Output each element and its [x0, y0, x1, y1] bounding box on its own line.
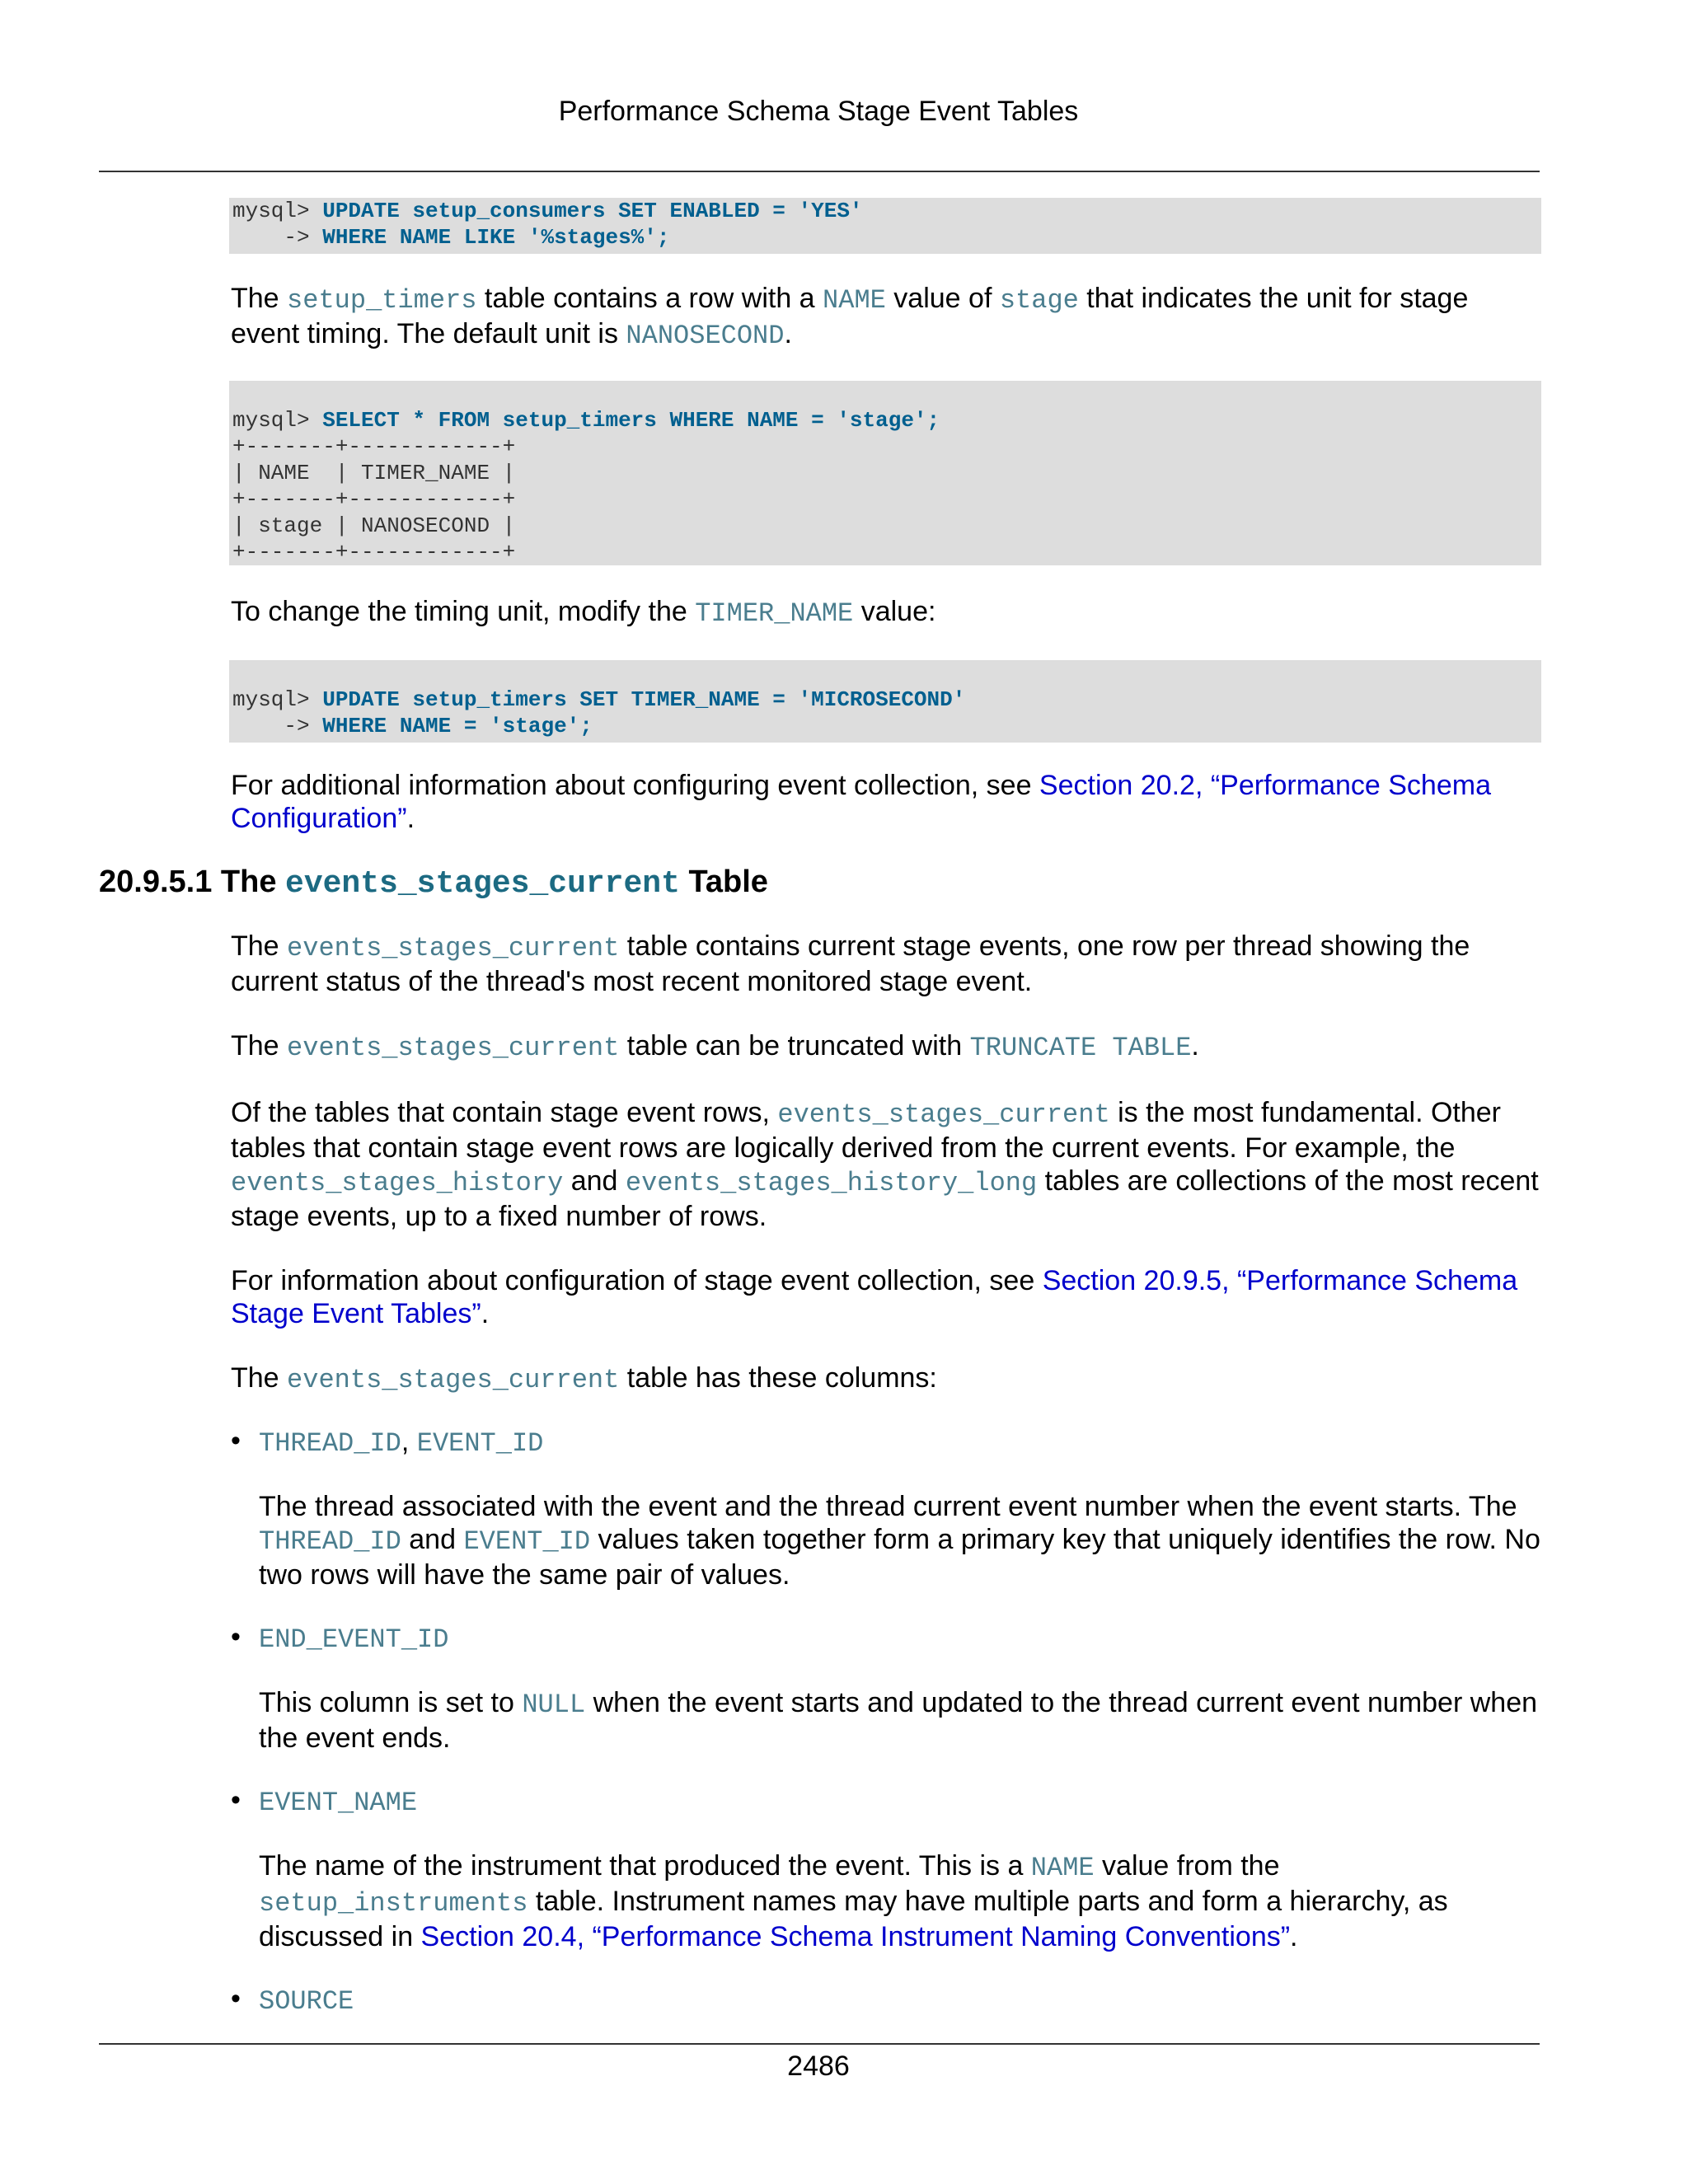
code-term: setup_instruments: [259, 1888, 528, 1919]
code-term: TIMER_NAME: [695, 598, 854, 629]
paragraph-config-info: For information about configuration of stage event collection, see Section 20.9.5, “Performance Schema Stage Event Tables”.: [231, 1265, 1518, 1329]
code-term: setup_timers: [287, 285, 477, 316]
header-divider: [99, 171, 1540, 172]
code-prompt: ->: [232, 225, 323, 250]
link-stage-event-tables-section[interactable]: Section 20.9.5, “Performance Schema Stage Event Tables”: [231, 1265, 1518, 1329]
code-term: events_stages_current: [287, 1365, 620, 1395]
footer-divider: [99, 2043, 1540, 2045]
code-term: NAME: [823, 285, 886, 316]
list-item: [231, 1983, 1541, 2018]
code-term: events_stages_history_long: [625, 1168, 1038, 1198]
paragraph-change-timing: To change the timing unit, modify the TIMER_NAME value:: [231, 596, 936, 629]
bullet-marker: •: [231, 1784, 241, 1816]
link-configuration-section[interactable]: Section 20.2, “Performance Schema Configuration”: [231, 770, 1491, 834]
code-command: WHERE NAME LIKE '%stages%';: [322, 225, 670, 250]
bullet-marker: •: [231, 1621, 241, 1652]
code-command: SELECT * FROM setup_timers WHERE NAME = 'stage';: [322, 408, 940, 433]
paragraph-fundamental: Of the tables that contain stage event rows, events_stages_current is the most fundamental. Other tables that contain stage event rows are logically derived from the current events. For example, the events_stages_history and events_stages_history_long tables are collections of the most recent stage events, up to a fixed number of rows.: [231, 1097, 1539, 1232]
code-prompt: ->: [232, 714, 323, 738]
code-block-select-timers: [229, 381, 1541, 565]
list-item-term: THREAD_ID, EVENT_ID: [259, 1426, 544, 1459]
code-term: stage: [999, 285, 1079, 316]
code-term: events_stages_history: [231, 1168, 564, 1198]
page-content: [99, 198, 1541, 2018]
list-item: [231, 1621, 1541, 1755]
list-item: [231, 1784, 1541, 1953]
list-item-description: The thread associated with the event and the thread current event number when the event starts. The THREAD_ID and EVENT_ID values taken together form a primary key that uniquely identifies the row. No two rows will have the same pair of values.: [259, 1491, 1540, 1591]
list-item-description: This column is set to NULL when the event starts and updated to the thread current event number when the event ends.: [259, 1687, 1538, 1754]
code-term: NAME: [1030, 1853, 1095, 1883]
code-block-update-timers: [229, 660, 1541, 743]
code-output: +-------+------------+: [232, 487, 516, 512]
page-number: 2486: [787, 2050, 850, 2082]
list-item-term: EVENT_NAME: [259, 1788, 418, 1818]
list-item-term: SOURCE: [259, 1986, 354, 2017]
paragraph-columns-intro: The events_stages_current table has these columns:: [231, 1362, 937, 1395]
bullet-marker: •: [231, 1425, 241, 1456]
column-list: [231, 1425, 1541, 2018]
code-prompt: mysql>: [232, 199, 323, 223]
code-term: events_stages_current: [777, 1099, 1110, 1130]
code-output: +-------+------------+: [232, 434, 516, 459]
section-heading: 20.9.5.1 The events_stages_current Table: [99, 865, 768, 902]
link-naming-conventions-section[interactable]: Section 20.4, “Performance Schema Instrument Naming Conventions”: [420, 1921, 1291, 1952]
paragraph-table-description: The events_stages_current table contains current stage events, one row per thread showing the current status of the thread's most recent monitored stage event.: [231, 930, 1470, 997]
code-command: UPDATE setup_consumers SET ENABLED = 'YES': [322, 199, 863, 223]
code-command: UPDATE setup_timers SET TIMER_NAME = 'MICROSECOND': [322, 687, 966, 712]
code-term: TRUNCATE TABLE: [969, 1033, 1192, 1063]
code-prompt: mysql>: [232, 687, 323, 712]
code-term: events_stages_current: [287, 1033, 620, 1063]
code-output: +-------+------------+: [232, 540, 516, 565]
code-output: | stage | NANOSECOND |: [232, 513, 516, 538]
page-header: Performance Schema Stage Event Tables: [558, 96, 1079, 127]
list-item-description: The name of the instrument that produced the event. This is a NAME value from the setup_instruments table. Instrument names may have multiple parts and form a hierarchy, as discussed in Section 20.4, “Performance Schema Instrument Naming Conventions”.: [259, 1850, 1448, 1952]
list-item: [231, 1425, 1541, 1591]
heading-code-term: events_stages_current: [285, 866, 680, 902]
code-term: events_stages_current: [287, 933, 620, 963]
paragraph-additional-info: For additional information about configuring event collection, see Section 20.2, “Performance Schema Configuration”.: [231, 770, 1491, 834]
list-item-term: END_EVENT_ID: [259, 1624, 449, 1655]
code-term: NANOSECOND: [626, 321, 785, 351]
code-term: NULL: [522, 1690, 586, 1720]
paragraph-truncate: The events_stages_current table can be truncated with TRUNCATE TABLE.: [231, 1030, 1199, 1063]
code-term: THREAD_ID: [259, 1526, 401, 1557]
paragraph-setup-timers: The setup_timers table contains a row with a NAME value of stage that indicates the unit for stage event timing. The default unit is NANOSECOND.: [231, 283, 1469, 351]
bullet-marker: •: [231, 1983, 241, 2014]
code-term: EVENT_ID: [463, 1526, 591, 1557]
code-prompt: mysql>: [232, 408, 323, 433]
code-block-enable-consumers: [229, 198, 1541, 254]
code-output: | NAME | TIMER_NAME |: [232, 461, 516, 485]
code-command: WHERE NAME = 'stage';: [322, 714, 593, 738]
